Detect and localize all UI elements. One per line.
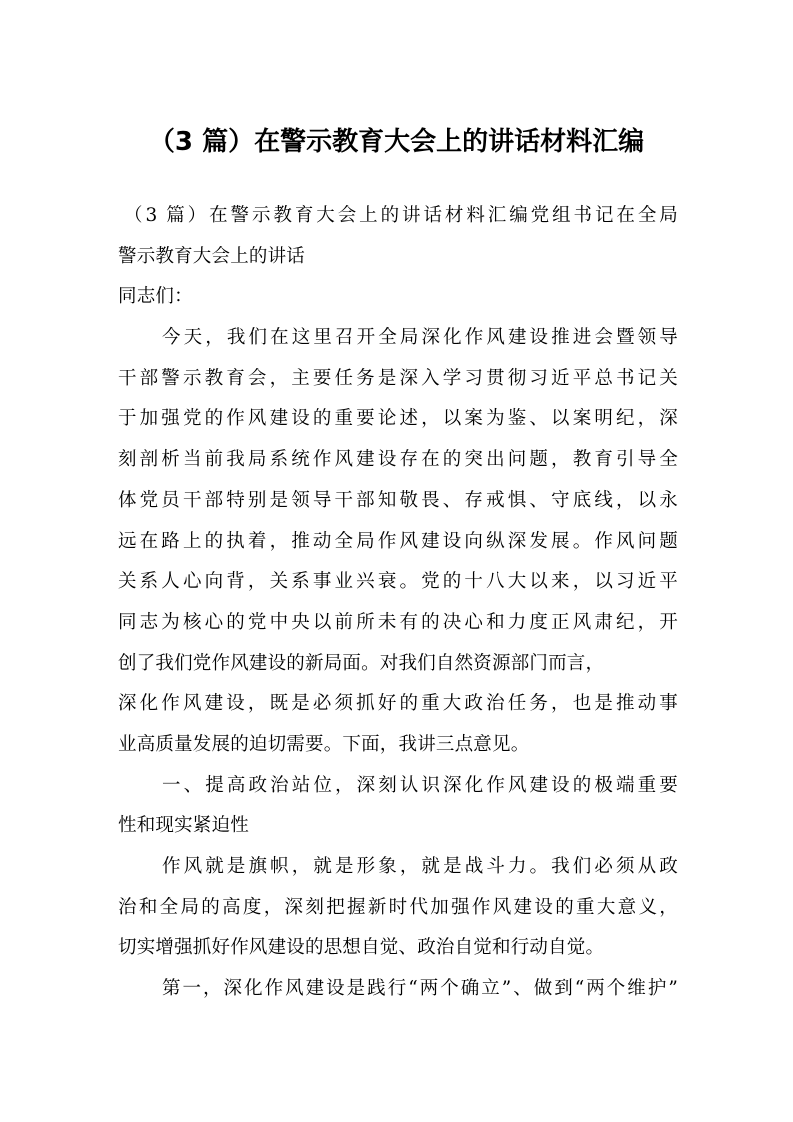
paragraph-line: 第一，深化作风建设是践行“两个确立”、做到“两个维护” xyxy=(162,978,678,1000)
document-title: （3 篇）在警示教育大会上的讲话材料汇编 xyxy=(148,127,645,157)
paragraph-line: 同志为核心的党中央以前所未有的决心和力度正风肃纪，开 xyxy=(118,611,678,633)
section-heading-line: 性和现实紧迫性 xyxy=(118,815,249,837)
paragraph-line: 远在路上的执着，推动全局作风建设向纵深发展。作风问题 xyxy=(118,530,678,552)
paragraph-line: 干部警示教育会，主要任务是深入学习贯彻习近平总书记关 xyxy=(118,367,678,389)
paragraph-line: 深化作风建设，既是必须抓好的重大政治任务，也是推动事 xyxy=(118,693,678,715)
subtitle-line-2: 警示教育大会上的讲话 xyxy=(118,245,306,267)
paragraph-line: 今天，我们在这里召开全局深化作风建设推进会暨领导 xyxy=(162,327,678,349)
paragraph-line: 体党员干部特别是领导干部知敬畏、存戒惧、守底线，以永 xyxy=(118,489,678,511)
paragraph-line: 切实增强抓好作风建设的思想自觉、政治自觉和行动自觉。 xyxy=(118,937,605,959)
paragraph-line: 创了我们党作风建设的新局面。对我们自然资源部门而言， xyxy=(118,652,605,674)
paragraph-line: 刻剖析当前我局系统作风建设存在的突出问题，教育引导全 xyxy=(118,449,678,471)
section-heading-line: 一、提高政治站位，深刻认识深化作风建设的极端重要 xyxy=(162,774,678,796)
document-body xyxy=(118,196,678,1010)
paragraph-line: 作风就是旗帜，就是形象，就是战斗力。我们必须从政 xyxy=(162,856,678,877)
salutation: 同志们： xyxy=(118,286,193,308)
paragraph-line: 业高质量发展的迫切需要。下面，我讲三点意见。 xyxy=(118,733,530,755)
paragraph-line: 治和全局的高度，深刻把握新时代加强作风建设的重大意义， xyxy=(118,896,678,918)
paragraph-line: 关系人心向背，关系事业兴衰。党的十八大以来，以习近平 xyxy=(118,571,678,593)
subtitle-line-1: （3 篇）在警示教育大会上的讲话材料汇编党组书记在全局 xyxy=(124,205,678,226)
paragraph-line: 于加强党的作风建设的重要论述，以案为鉴、以案明纪，深 xyxy=(118,408,678,430)
